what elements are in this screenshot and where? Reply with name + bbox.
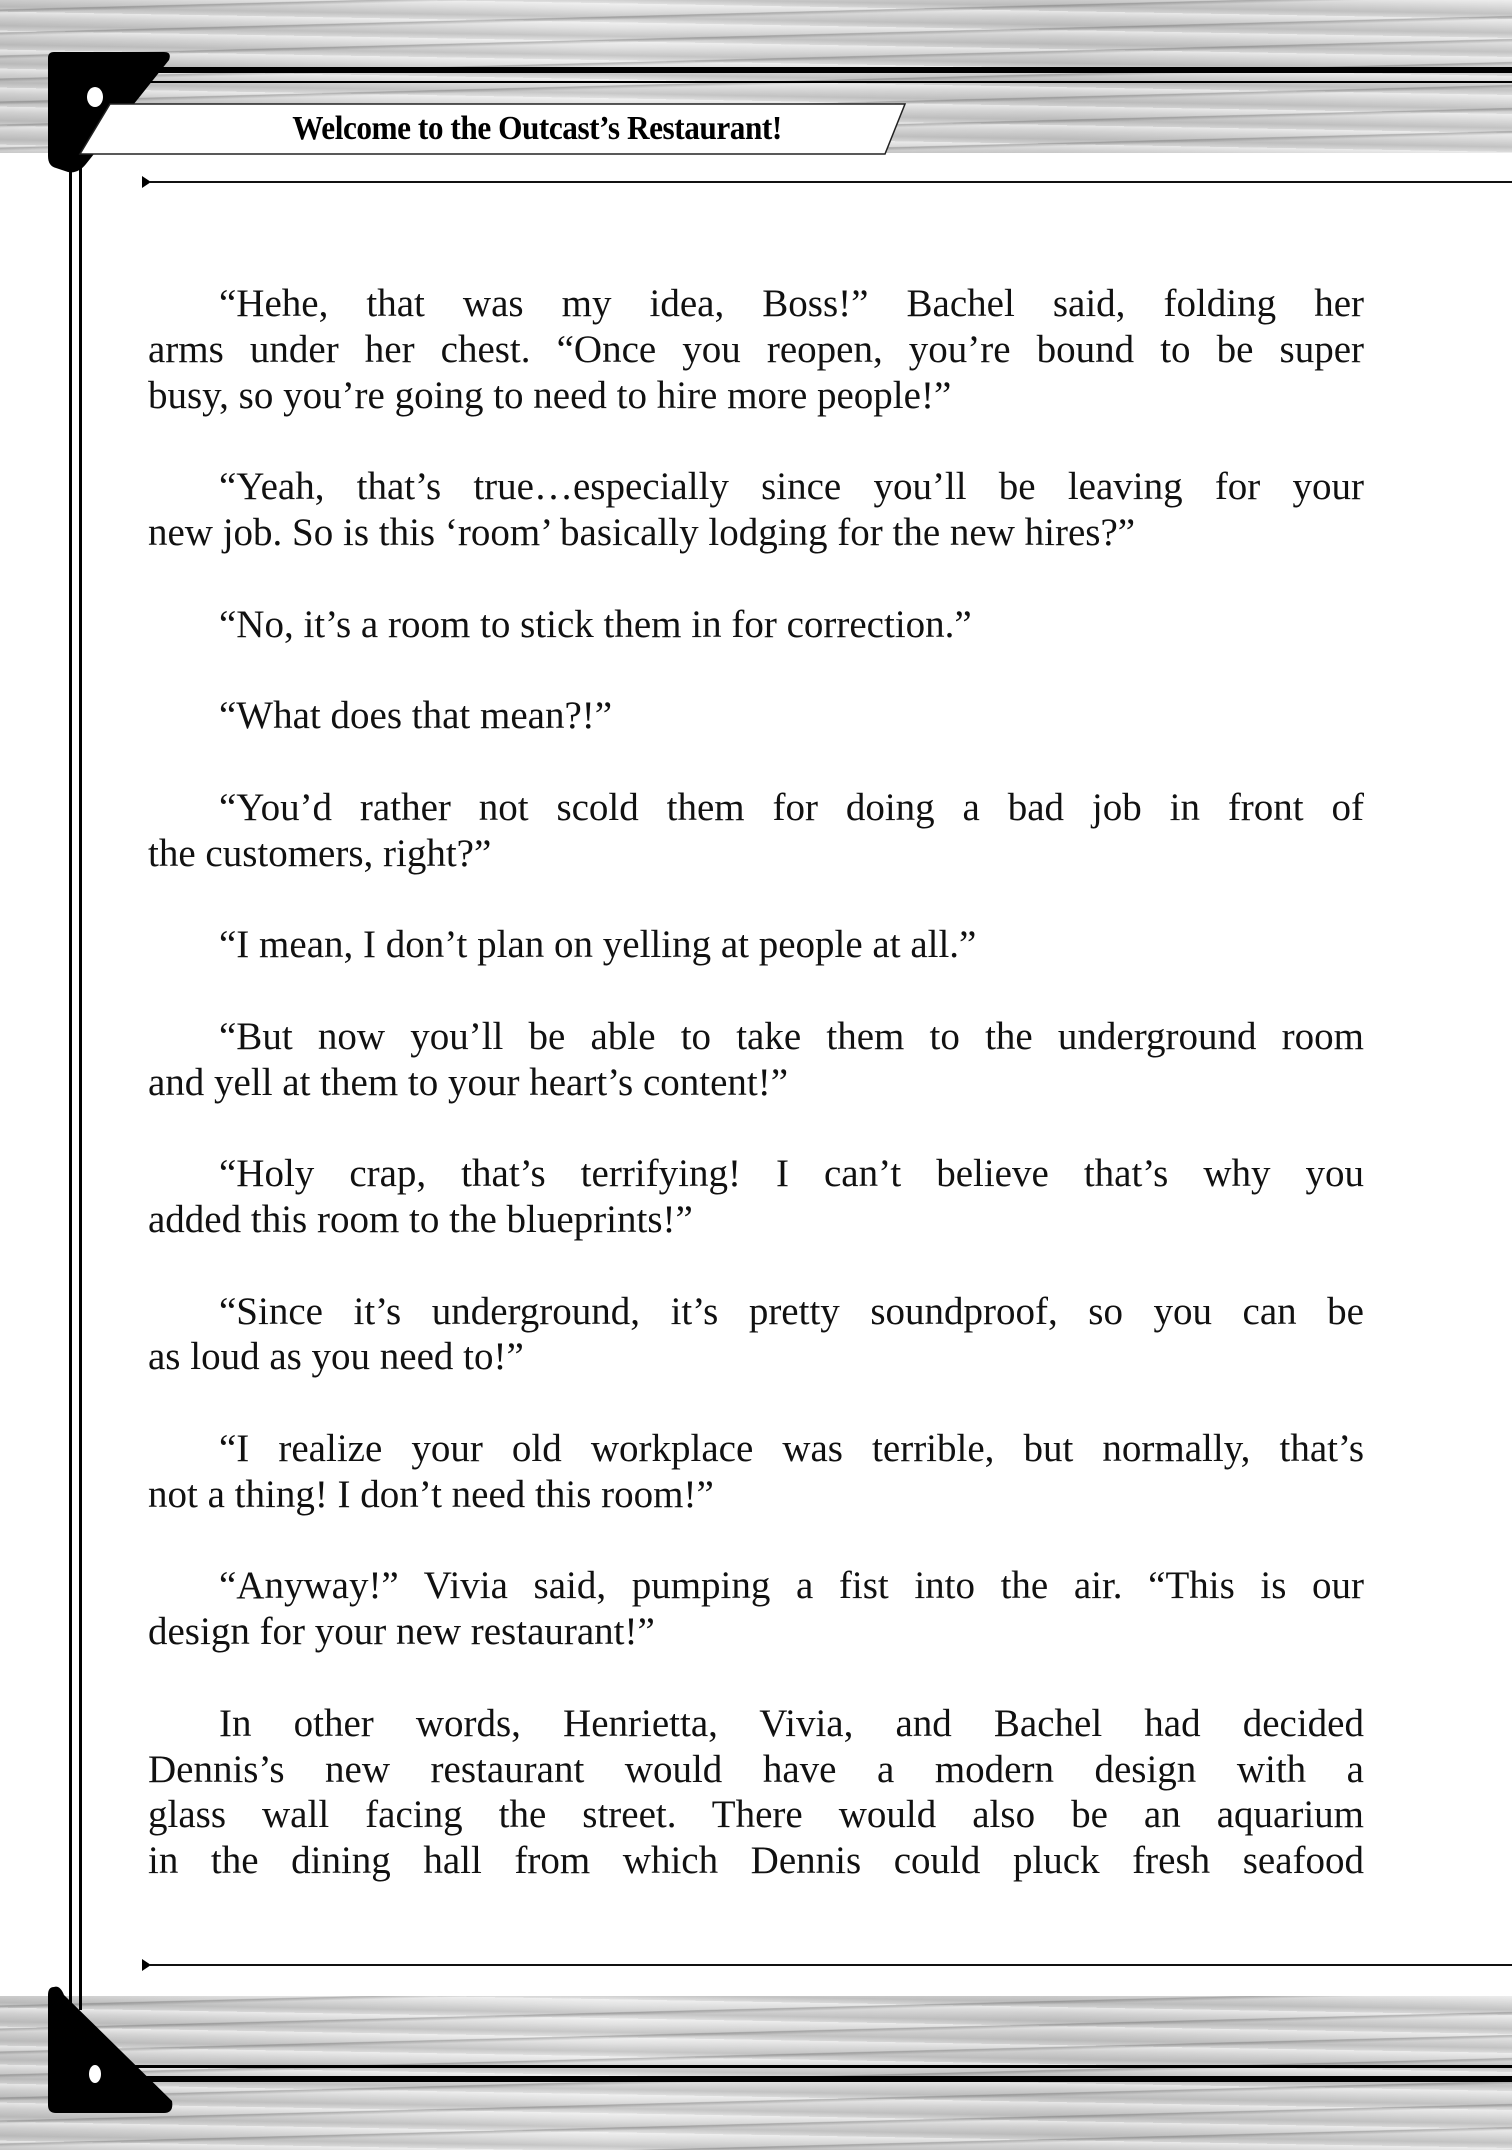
text-line: Dennis’s new restaurant would have a modern design with a — [148, 1747, 1364, 1791]
text-line: “You’d rather not scold them for doing a bad job in front of — [219, 785, 1364, 829]
text-line: “But now you’ll be able to take them to the underground room — [219, 1014, 1364, 1058]
paragraph — [148, 281, 1364, 418]
rule-top — [150, 181, 1512, 183]
paragraph — [148, 1014, 1364, 1106]
paragraph — [148, 1151, 1364, 1243]
frame-bottom-thin-line — [48, 2065, 1512, 2068]
text-line: “I realize your old workplace was terrible, but normally, that’s — [219, 1426, 1364, 1470]
running-header-title: Welcome to the Outcast’s Restaurant! — [292, 110, 782, 147]
text-line: new job. So is this ‘room’ basically lodging for the new hires?” — [148, 510, 1136, 554]
text-line: not a thing! I don’t need this room!” — [148, 1472, 714, 1516]
frame-left-line-inner — [79, 150, 82, 2010]
text-line: added this room to the blueprints!” — [148, 1197, 693, 1241]
text-line: design for your new restaurant!” — [148, 1610, 655, 1654]
rule-bottom — [150, 1964, 1512, 1966]
text-line: “Since it’s underground, it’s pretty soundproof, so you can be — [219, 1289, 1364, 1333]
text-line: as loud as you need to!” — [148, 1335, 524, 1379]
text-line: “What does that mean?!” — [219, 694, 613, 738]
paragraph — [148, 1289, 1364, 1381]
paragraph — [148, 602, 1364, 648]
text-line: glass wall facing the street. There would also be an aquarium — [148, 1793, 1364, 1837]
text-line: “Anyway!” Vivia said, pumping a fist into the air. “This is our — [219, 1564, 1364, 1608]
text-line: the customers, right?” — [148, 831, 492, 875]
text-line: “Yeah, that’s true…especially since you’ll be leaving for your — [219, 465, 1364, 509]
text-line: “I mean, I don’t plan on yelling at people at all.” — [219, 923, 977, 967]
frame-bottom-thick-line — [48, 2076, 1512, 2082]
header-banner — [70, 103, 906, 155]
text-line: “No, it’s a room to stick them in for correction.” — [219, 602, 972, 646]
paragraph — [148, 693, 1364, 739]
paragraph — [148, 785, 1364, 877]
paragraph — [148, 1563, 1364, 1655]
text-line: in the dining hall from which Dennis could pluck fresh seafood — [148, 1839, 1364, 1883]
paragraph — [148, 464, 1364, 556]
text-line: “Holy crap, that’s terrifying! I can’t believe that’s why you — [219, 1152, 1364, 1196]
text-line: and yell at them to your heart’s content!” — [148, 1060, 789, 1104]
text-line: arms under her chest. “Once you reopen, you’re bound to be super — [148, 327, 1364, 371]
frame-top-thick-line — [48, 67, 1512, 73]
paragraph — [148, 1426, 1364, 1518]
text-line: busy, so you’re going to need to hire more people!” — [148, 373, 952, 417]
frame-left-line-outer — [69, 150, 72, 2030]
frame-top-thin-line — [48, 81, 1512, 83]
page-body-text — [148, 281, 1364, 1930]
paragraph — [148, 922, 1364, 968]
paragraph — [148, 1701, 1364, 1884]
text-line: In other words, Henrietta, Vivia, and Bachel had decided — [219, 1701, 1364, 1745]
wood-texture-bottom — [0, 1996, 1512, 2150]
corner-ornament-bottom-left — [46, 1985, 176, 2117]
text-line: “Hehe, that was my idea, Boss!” Bachel said, folding her — [219, 282, 1364, 325]
